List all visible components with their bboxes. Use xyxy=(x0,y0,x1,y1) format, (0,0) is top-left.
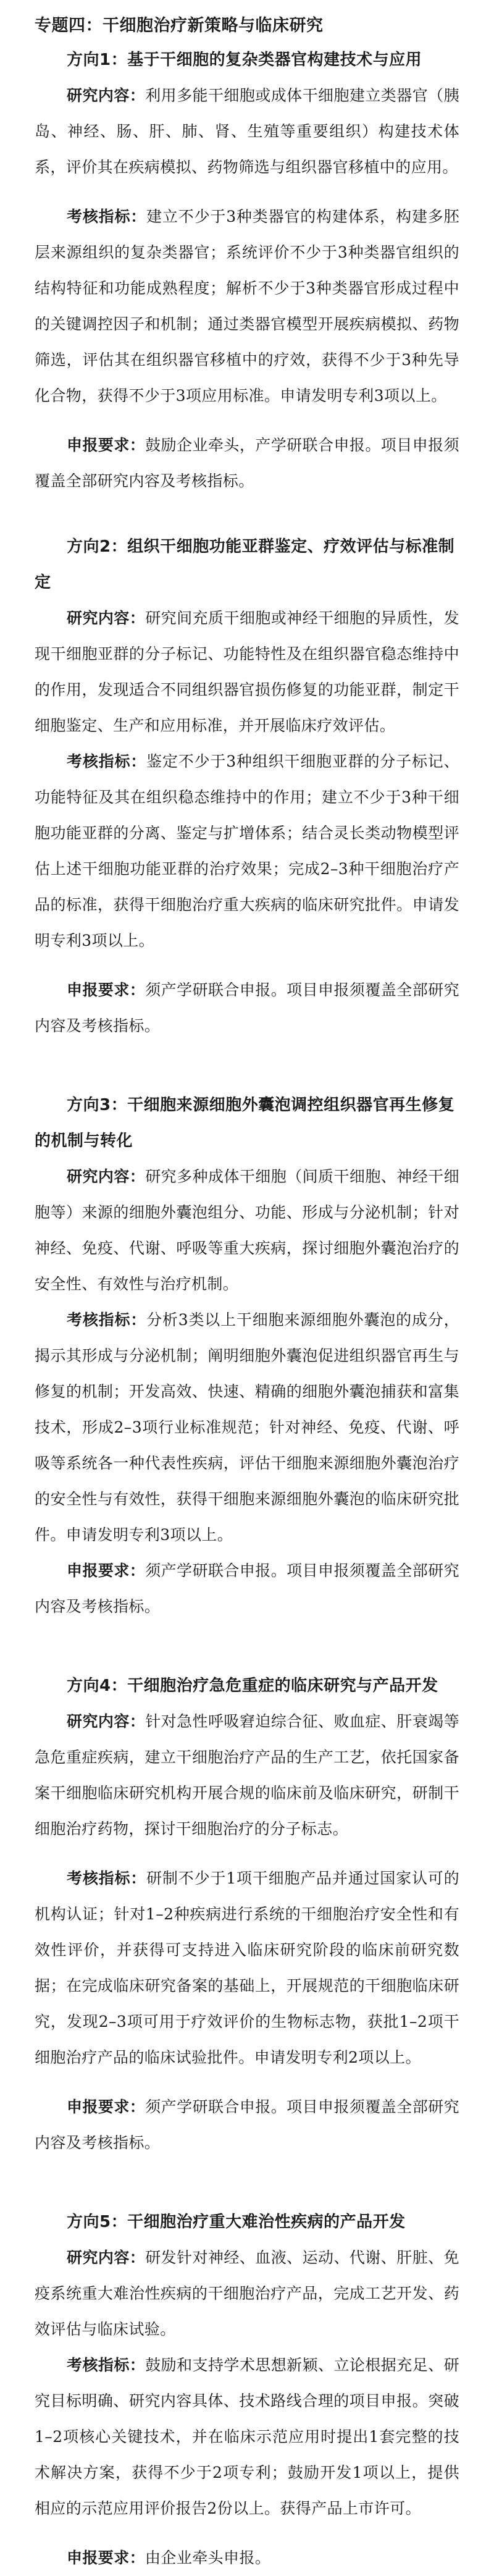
direction-title: 方向1：基于干细胞的复杂类器官构建技术与应用 xyxy=(67,51,422,69)
section-label: 申报要求： xyxy=(67,1562,146,1580)
section-text: 分析3类以上干细胞来源细胞外囊泡的成分，揭示其形成与分泌机制；阐明细胞外囊泡促进组织器官再生与修复的机制；开发高效、快速、精确的细胞外囊泡捕获和富集技术，形成2–3项行业标准规范；针对神经、免疫、代谢、呼吸等系统各一种代表性疾病，评估干细胞来源细胞外囊泡治疗的安全性与有效性，获得干细胞来源细胞外囊泡的临床研究批件。申请发明专利3项以上。 xyxy=(35,1311,459,1544)
section-text: 须产学研联合申报。项目申报须覆盖全部研究内容及考核指标。 xyxy=(35,981,459,1035)
direction-title: 方向5：干细胞治疗重大难治性疾病的产品开发 xyxy=(67,2213,406,2231)
application-requirements-paragraph xyxy=(35,2540,459,2576)
research-content-paragraph xyxy=(35,2240,459,2347)
research-content-paragraph xyxy=(35,600,459,744)
direction-2 xyxy=(35,529,459,1044)
section-text: 研发针对神经、血液、运动、代谢、肝脏、免疫系统重大难治性疾病的干细胞治疗产品，完成工艺开发、药效评估与临床试验。 xyxy=(35,2249,459,2338)
section-text: 须产学研联合申报。项目申报须覆盖全部研究内容及考核指标。 xyxy=(35,1562,459,1615)
section-label: 申报要求： xyxy=(67,436,146,454)
section-label: 考核指标： xyxy=(67,208,147,225)
section-label: 研究内容： xyxy=(67,2249,146,2267)
assessment-indicators-paragraph xyxy=(35,744,459,959)
section-text: 由企业牵头申报。 xyxy=(145,2549,271,2567)
assessment-indicators-paragraph xyxy=(35,199,459,414)
section-label: 申报要求： xyxy=(67,981,146,999)
direction-title: 方向2：组织干细胞功能亚群鉴定、疗效评估与标准制定 xyxy=(35,537,455,592)
direction-4 xyxy=(35,1668,459,2161)
direction-3 xyxy=(35,1087,459,1625)
section-label: 申报要求： xyxy=(67,2098,146,2116)
assessment-indicators-paragraph xyxy=(35,2347,459,2527)
research-content-paragraph xyxy=(35,78,459,185)
section-text: 鼓励企业牵头，产学研联合申报。项目申报须覆盖全部研究内容及考核指标。 xyxy=(35,436,459,490)
application-requirements-paragraph xyxy=(35,2089,459,2161)
section-label: 考核指标： xyxy=(67,1869,147,1887)
section-label: 考核指标： xyxy=(67,2356,146,2374)
section-text: 研制不少于1项干细胞产品并通过国家认可的机构认证；针对1–2种疾病进行系统的干细胞治疗安全性和有效性评价，并获得可支持进入临床研究阶段的临床前研究数据；在完成临床研究备案的基础上，开展规范的干细胞临床研究，发现2–3项可用于疗效评价的生物标志物，获批1–2项干细胞治疗产品的临床试验批件。申请发明专利2项以上。 xyxy=(35,1869,459,2066)
direction-5 xyxy=(35,2204,459,2576)
section-label: 研究内容： xyxy=(67,609,146,627)
section-text: 研究间充质干细胞或神经干细胞的异质性，发现干细胞亚群的分子标记、功能特性及在组织器官稳态维持中的作用，发现适合不同组织器官损伤修复的功能亚群，制定干细胞鉴定、生产和应用标准，并开展临床疗效评估。 xyxy=(35,609,459,734)
research-content-paragraph xyxy=(35,1159,459,1302)
application-requirements-paragraph xyxy=(35,972,459,1044)
direction-title: 方向4：干细胞治疗急危重症的临床研究与产品开发 xyxy=(67,1677,438,1695)
section-label: 研究内容： xyxy=(67,1168,146,1185)
assessment-indicators-paragraph xyxy=(35,1861,459,2076)
research-content-paragraph xyxy=(35,1704,459,1847)
topic-title: 专题四：干细胞治疗新策略与临床研究 xyxy=(35,16,324,35)
application-requirements-paragraph xyxy=(35,427,459,499)
section-label: 研究内容： xyxy=(67,1712,146,1730)
section-text: 建立不少于3种类器官的构建体系，构建多胚层来源组织的复杂类器官；系统评价不少于3种类器官组织的结构特征和功能成熟程度；解析不少于3种类器官形成过程中的关键调控因子和机制；通过类器官模型开展疾病模拟、药物筛选，评估其在组织器官移植中的疗效，获得不少于3种先导化合物，获得不少于3项应用标准。申请发明专利3项以上。 xyxy=(35,208,459,405)
section-text: 针对急性呼吸窘迫综合征、败血症、肝衰竭等急危重症疾病，建立干细胞治疗产品的生产工艺，依托国家备案干细胞临床研究机构开展合规的临床前及临床研究，研制干细胞治疗药物，探讨干细胞治疗的分子标志。 xyxy=(35,1712,459,1838)
assessment-indicators-paragraph xyxy=(35,1302,459,1553)
section-label: 研究内容： xyxy=(67,86,146,104)
section-label: 考核指标： xyxy=(67,752,147,770)
section-text: 鉴定不少于3种组织干细胞亚群的分子标记、功能特征及其在组织稳态维持中的作用；建立不少于3种干细胞功能亚群的分离、鉴定与扩增体系；结合灵长类动物模型评估上述干细胞功能亚群的治疗效果；完成2–3种干细胞治疗产品的标准，获得干细胞治疗重大疾病的临床研究批件。申请发明专利3项以上。 xyxy=(35,752,459,949)
section-text: 须产学研联合申报。项目申报须覆盖全部研究内容及考核指标。 xyxy=(35,2098,459,2152)
section-text: 利用多能干细胞或成体干细胞建立类器官（胰岛、神经、肠、肝、肺、肾、生殖等重要组织）构建技术体系，评价其在疾病模拟、药物筛选与组织器官移植中的应用。 xyxy=(35,86,459,176)
section-label: 考核指标： xyxy=(67,1311,147,1329)
direction-title: 方向3：干细胞来源细胞外囊泡调控组织器官再生修复的机制与转化 xyxy=(35,1096,455,1150)
section-text: 研究多种成体干细胞（间质干细胞、神经干细胞等）来源的细胞外囊泡组分、功能、形成与分泌机制；针对神经、免疫、代谢、呼吸等重大疾病，探讨细胞外囊泡治疗的安全性、有效性与治疗机制。 xyxy=(35,1168,459,1293)
section-label: 申报要求： xyxy=(67,2549,146,2567)
section-text: 鼓励和支持学术思想新颖、立论根据充足、研究目标明确、研究内容具体、技术路线合理的项目申报。突破1–2项核心关键技术，并在临床示范应用时提出1套完整的技术解决方案，获得不少于2项专利；鼓励开发1项以上，提供相应的示范应用评价报告2份以上。获得产品上市许可。 xyxy=(35,2356,459,2517)
application-requirements-paragraph xyxy=(35,1553,459,1625)
direction-1 xyxy=(35,42,459,499)
